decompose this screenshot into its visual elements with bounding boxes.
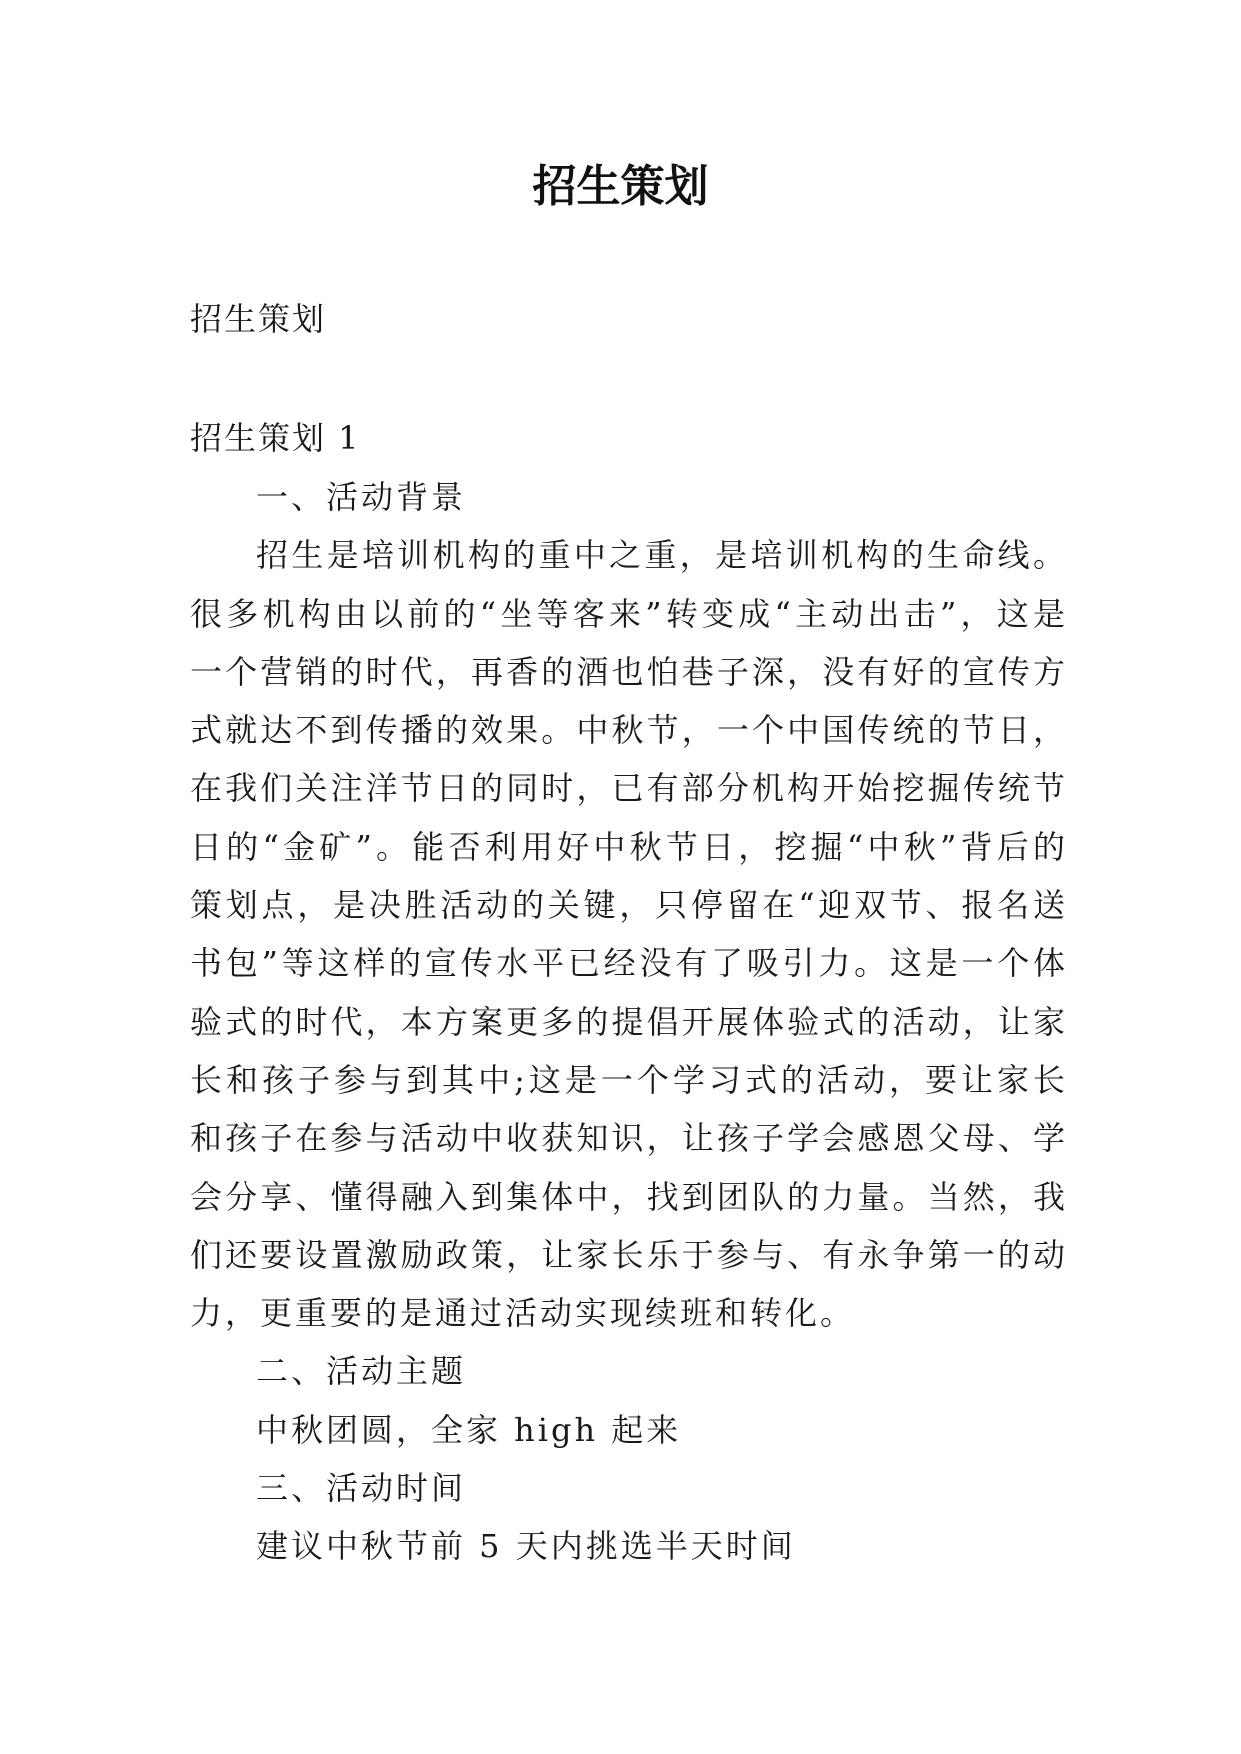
document-title: 招生策划: [532, 161, 709, 212]
document-body: [190, 468, 1068, 1576]
paragraph-time: 建议中秋节前 5 天内挑选半天时间: [256, 1527, 796, 1566]
heading-activity-theme: 二、活动主题: [256, 1352, 467, 1391]
section-title: 招生策划 1: [190, 419, 361, 457]
heading-activity-background: 一、活动背景: [256, 478, 467, 516]
heading-activity-time: 三、活动时间: [256, 1469, 467, 1508]
paragraph-background: 招生是培训机构的重中之重，是培训机构的生命线。很多机构由以前的“坐等客来”转变成“主动出击”，这是一个营销的时代，再香的酒也怕巷子深，没有好的宣传方式就达不到传播的效果。中秋节，一个中国传统的节日，在我们关注洋节日的同时，已有部分机构开始挖掘传统节日的“金矿”。能否利用好中秋节日，挖掘“中秋”背后的策划点，是决胜活动的关键，只停留在“迎双节、报名送书包”等这样的宣传水平已经没有了吸引力。这是一个体验式的时代，本方案更多的提倡开展体验式的活动，让家长和孩子参与到其中;这是一个学习式的活动，要让家长和孩子在参与活动中收获知识，让孩子学会感恩父母、学会分享、懂得融入到集体中，找到团队的力量。当然，我们还要设置激励政策，让家长乐于参与、有永争第一的动力，更重要的是通过活动实现续班和转化。: [190, 536, 1068, 1333]
paragraph-theme: 中秋团圆，全家 high 起来: [256, 1410, 682, 1449]
document-subtitle: 招生策划: [190, 300, 327, 338]
